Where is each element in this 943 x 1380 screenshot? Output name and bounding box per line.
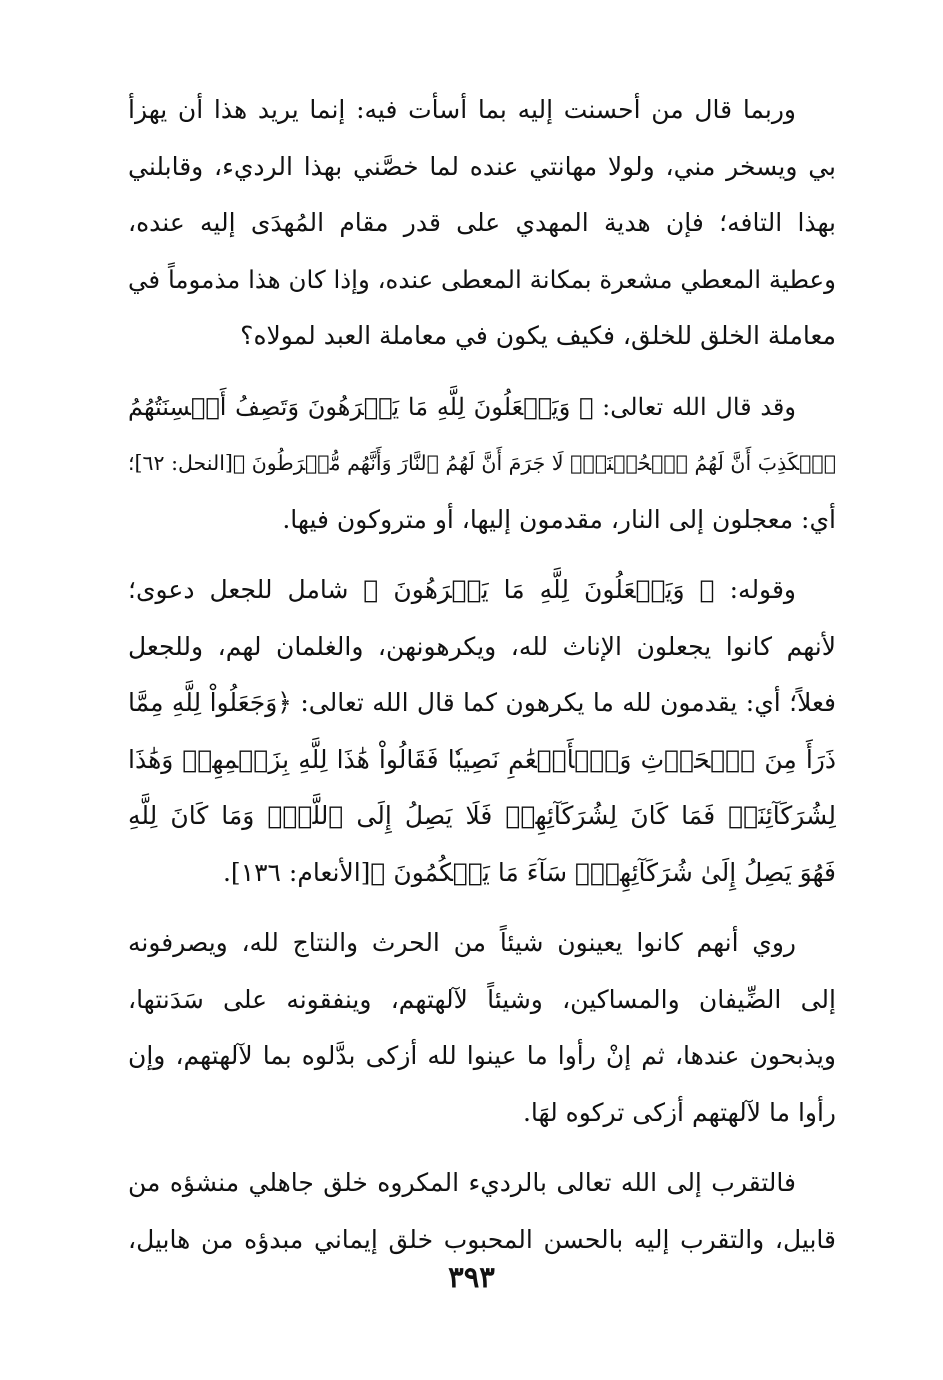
text-line: لأنهم كانوا يجعلون الإناث لله، ويكرهونهن، والغلمان لهم، وللجعل	[128, 631, 836, 661]
paragraph-1	[128, 82, 836, 365]
text-line: فعلاً؛ أي: يقدمون لله ما يكرهون كما قال الله تعالى: ﴿وَجَعَلُواْ لِلَّهِ مِمَّا	[128, 688, 836, 717]
text-line: أي: معجلون إلى النار، مقدمون إليها، أو متروكون فيها.	[282, 504, 836, 534]
text-line: ويذبحون عندها، ثم إنْ رأوا ما عينوا لله أزكى بدَّلوه بما لآلهتهم، وإن	[128, 1041, 836, 1070]
paragraph-4	[128, 915, 836, 1141]
quran-verse-line: ٱلۡكَذِبَ أَنَّ لَهُمُ ٱلۡحُسۡنَىٰۖ لَا جَرَمَ أَنَّ لَهُمُ ٱلنَّارَ وَأَنَّهُم مُّفۡرَطُونَ ﴾[النحل: ٦٢]؛	[128, 451, 836, 475]
text-line: بي ويسخر مني، ولولا مهانتي عنده لما خصَّني بهذا الرديء، وقابلني	[128, 151, 836, 181]
quran-verse-line: فَهُوَ يَصِلُ إِلَىٰ شُرَكَآئِهِمۡۗ سَآءَ مَا يَحۡكُمُونَ ﴾[الأنعام: ١٣٦].	[222, 857, 836, 887]
text-line: معاملة الخلق للخلق، فكيف يكون في معاملة العبد لمولاه؟	[240, 321, 836, 350]
page-number: ٣٩٣	[448, 1260, 495, 1294]
text-line: بهذا التافه؛ فإن هدية المهدي على قدر مقام المُهدَى إليه عنده،	[128, 208, 836, 237]
text-line: وعطية المعطي مشعرة بمكانة المعطى عنده، وإذا كان هذا مذموماً في	[128, 264, 836, 294]
text-line: وقوله: ﴿ وَيَجۡعَلُونَ لِلَّهِ مَا يَكۡرَهُونَ ﴾ شامل للجعل دعوى؛	[128, 575, 796, 604]
text-line: فالتقرب إلى الله تعالى بالرديء المكروه خلق جاهلي منشؤه من	[128, 1168, 796, 1197]
text-line: قابيل، والتقرب إليه بالحسن المحبوب خلق إيماني مبدؤه من هابيل،	[128, 1224, 836, 1254]
quran-verse-line: ذَرَأَ مِنَ ٱلۡحَرۡثِ وَٱلۡأَنۡعَٰمِ نَصِيبٗا فَقَالُواْ هَٰذَا لِلَّهِ بِزَعۡمِهِمۡ وَهَٰذَا	[128, 744, 836, 774]
quran-verse-line: وقد قال الله تعالى: ﴿ وَيَجۡعَلُونَ لِلَّهِ مَا يَكۡرَهُونَ وَتَصِفُ أَلۡسِنَتُهُمُ	[128, 392, 796, 421]
text-line: إلى الضِّيفان والمساكين، وشيئاً لآلهتهم، وينفقونه على سَدَنتها،	[128, 984, 836, 1014]
paragraph-5	[128, 1155, 836, 1268]
paragraph-2	[128, 379, 836, 549]
page-body	[128, 82, 836, 1302]
text-line: وربما قال من أحسنت إليه بما أسأت فيه: إنما يريد هذا أن يهزأ	[128, 95, 796, 124]
paragraph-3	[128, 562, 836, 901]
text-line: رأوا ما لآلهتهم أزكى تركوه لهَا.	[522, 1097, 836, 1127]
quran-verse-line: لِشُرَكَآئِنَاۖ فَمَا كَانَ لِشُرَكَآئِهِمۡ فَلَا يَصِلُ إِلَى ٱللَّهِۖ وَمَا كَانَ لِلَّهِ	[128, 801, 836, 830]
text-line: روي أنهم كانوا يعينون شيئاً من الحرث والنتاج لله، ويصرفونه	[128, 928, 796, 957]
